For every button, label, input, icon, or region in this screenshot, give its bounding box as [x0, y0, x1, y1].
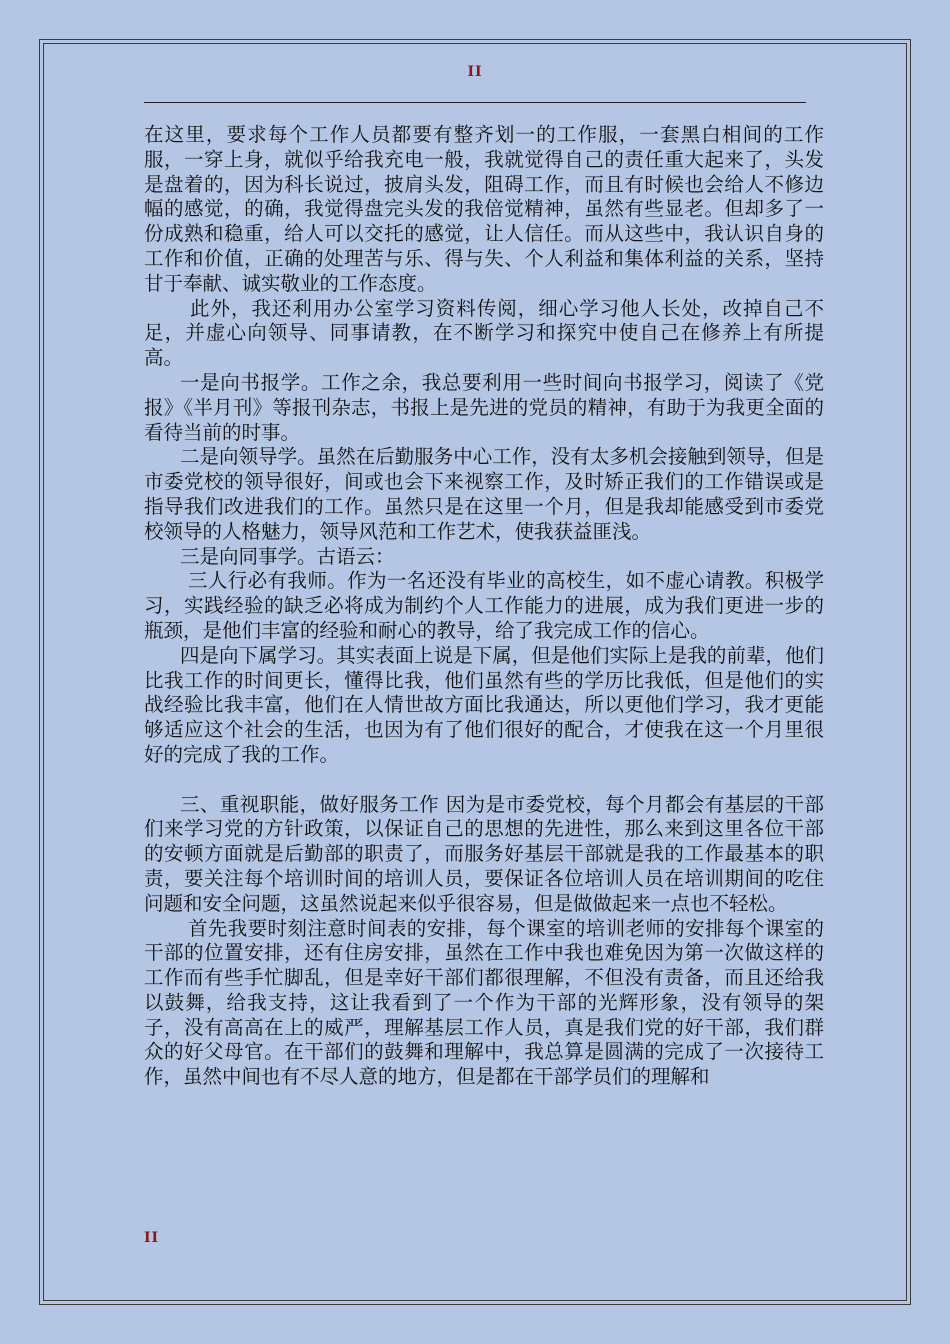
- paragraph-learn-from-leaders: 二是向领导学。虽然在后勤服务中心工作，没有太多机会接触到领导，但是市委党校的领导很好，间或也会下来视察工作，及时矫正我们的工作错误或是指导我们改进我们的工作。虽然只是在这里一个月，但是我却能感受到市委党校领导的人格魅力，领导风范和工作艺术，使我获益匪浅。: [144, 445, 824, 543]
- paragraph-learn-from-colleagues: 三是向同事学。古语云：: [180, 544, 395, 568]
- header-rule: [144, 102, 806, 103]
- paragraph-gap: [144, 768, 824, 793]
- paragraph-learn-from-subordinates: 四是向下属学习。其实表面上说是下属，但是他们实际上是我的前辈，他们比我工作的时间更长，懂得比我，他们虽然有些的学历比我低，但是他们的实战经验比我丰富，他们在人情世故方面比我通达，所以更他们学习，我才更能够适应这个社会的生活，也因为有了他们很好的配合，才使我在这一个月里很好的完成了我的工作。: [144, 643, 824, 766]
- paragraph-work-uniform: 在这里，要求每个工作人员都要有整齐划一的工作服，一套黑白相间的工作服，一穿上身，就似乎给我充电一般，我就觉得自己的责任重大起来了，头发是盘着的，因为科长说过，披肩头发，阻碍工作，而且有时候也会给人不修边幅的感觉，的确，我觉得盘完头发的我倍觉精神，虽然有些显老。但却多了一份成熟和稳重，给人可以交托的感觉，让人信任。而从这些中，我认识自身的工作和价值，正确的处理苦与乐、得与失、个人利益和集体利益的关系，坚持甘于奉献、诚实敬业的工作态度。: [144, 123, 824, 295]
- document-body: [144, 123, 824, 1090]
- header-page-mark: II: [467, 64, 483, 80]
- paragraph-learn-from-books: 一是向书报学。工作之余，我总要利用一些时间向书报学习，阅读了《党报》《半月刊》等报刊杂志，书报上是先进的党员的精神，有助于为我更全面的看待当前的时事。: [144, 370, 824, 444]
- paragraph-learning-intro: 此外，我还利用办公室学习资料传阅，细心学习他人长处，改掉自己不足，并虚心向领导、同事请教，在不断学习和探究中使自己在修养上有所提高。: [144, 296, 824, 370]
- paragraph-section-three: 三、重视职能，做好服务工作 因为是市委党校，每个月都会有基层的干部们来学习党的方针政策，以保证自己的思想的先进性，那么来到这里各位干部的安顿方面就是后勤部的职责了，而服务好基层干部就是我的工作最基本的职责，要关注每个培训时间的培训人员，要保证各位培训人员在培训期间的吃住问题和安全问题，这虽然说起来似乎很容易，但是做做起来一点也不轻松。: [144, 792, 824, 915]
- paragraph-schedule-arrangement: 首先我要时刻注意时间表的安排，每个课室的培训老师的安排每个课室的干部的位置安排，还有住房安排，虽然在工作中我也难免因为第一次做这样的工作而有些手忙脚乱，但是幸好干部们都很理解，不但没有责备，而且还给我以鼓舞，给我支持，这让我看到了一个作为干部的光辉形象，没有领导的架子，没有高高在上的威严，理解基层工作人员，真是我们党的好干部，我们群众的好父母官。在干部们的鼓舞和理解中，我总算是圆满的完成了一次接待工作，虽然中间也有不尽人意的地方，但是都在干部学员们的理解和: [144, 916, 824, 1089]
- footer-page-mark: II: [144, 1230, 160, 1246]
- paragraph-three-people-quote: 三人行必有我师。作为一名还没有毕业的高校生，如不虚心请教。积极学习，实践经验的缺乏必将成为制约个人工作能力的进展，成为我们更进一步的瓶颈，是他们丰富的经验和耐心的教导，给了我完成工作的信心。: [144, 569, 824, 642]
